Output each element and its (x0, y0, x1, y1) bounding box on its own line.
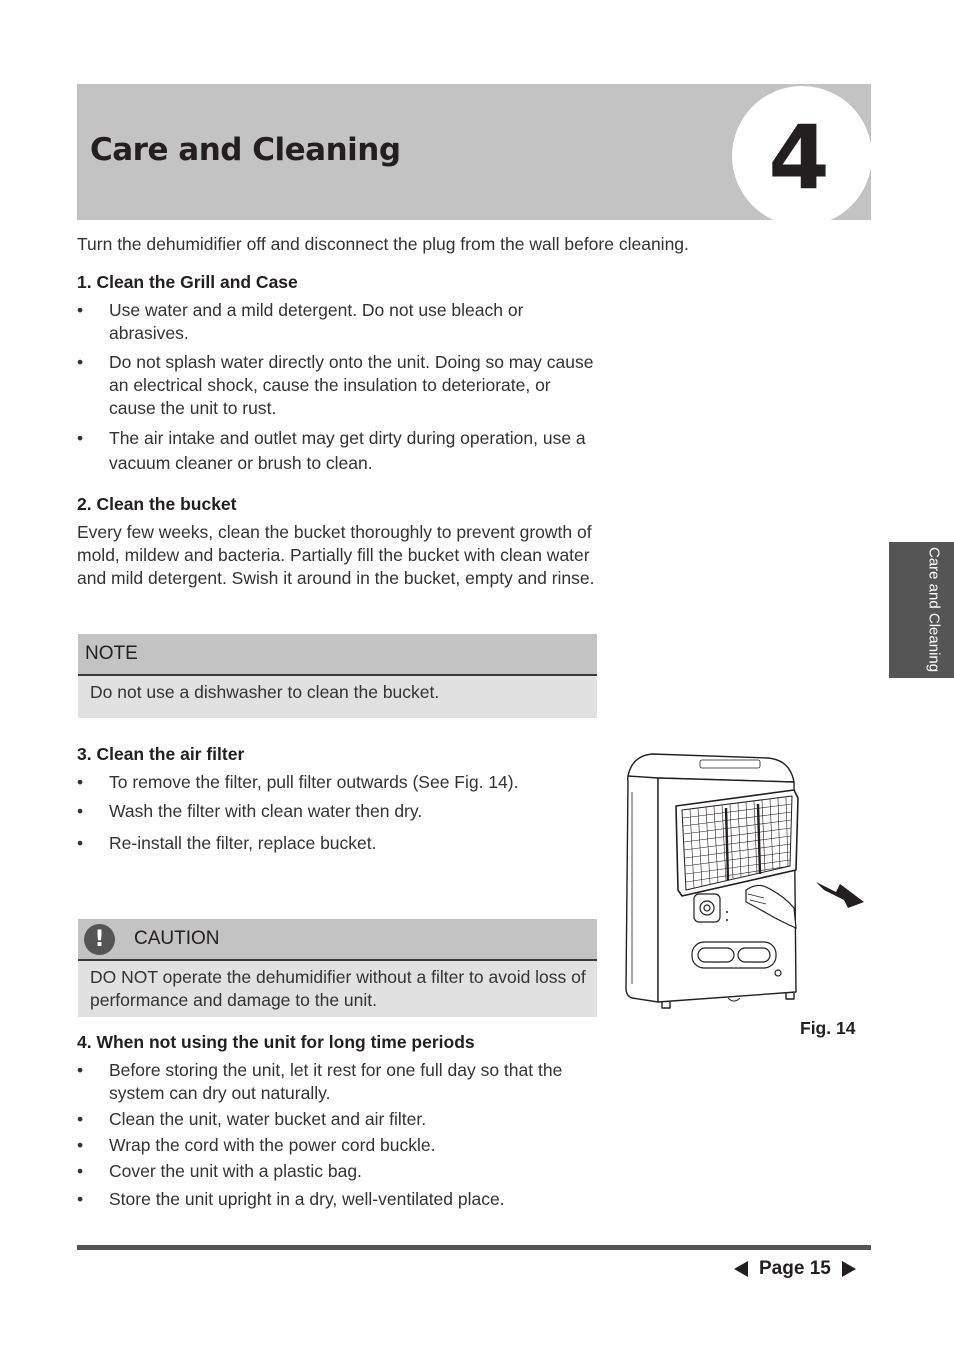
list-item: • Clean the unit, water bucket and air filter. (77, 1108, 602, 1131)
list-item: • Do not splash water directly onto the unit. Doing so may cause an electrical shock, cause the insulation to deteriorate, or cause the unit to rust. (77, 351, 602, 420)
prev-page-icon[interactable] (733, 1260, 749, 1278)
list-item: • The air intake and outlet may get dirty during operation, use a vacuum cleaner or brush to clean. (77, 426, 602, 476)
footer-divider (77, 1245, 871, 1250)
list-item: • Wash the filter with clean water then dry. (77, 800, 602, 823)
section-heading: 2. Clean the bucket (77, 494, 237, 514)
section-grill-case (77, 272, 602, 476)
list-item: • Use water and a mild detergent. Do not use bleach or abrasives. (77, 299, 602, 345)
section-heading: 1. Clean the Grill and Case (77, 272, 298, 292)
section-paragraph: Every few weeks, clean the bucket thoroughly to prevent growth of mold, mildew and bacteria. Partially fill the bucket with clean water and mild detergent. Swish it around in the bucket, empty and rinse. (77, 522, 595, 588)
arrow-pull-icon (816, 882, 864, 908)
bullet-list (77, 1059, 602, 1211)
list-item: • Store the unit upright in a dry, well-ventilated place. (77, 1188, 602, 1211)
bullet-list (77, 299, 602, 476)
intro-text: Turn the dehumidifier off and disconnect the plug from the wall before cleaning. (77, 234, 689, 254)
list-item: • Wrap the cord with the power cord buckle. (77, 1134, 602, 1157)
caution-header (78, 919, 597, 961)
note-label: NOTE (78, 634, 597, 676)
section-storage (77, 1032, 602, 1211)
section-bucket (77, 494, 597, 590)
dehumidifier-filter-illustration (618, 752, 870, 1014)
page-title: Care and Cleaning (90, 132, 401, 168)
section-air-filter (77, 744, 602, 855)
page-navigation (733, 1258, 857, 1280)
chapter-header (77, 84, 871, 220)
caution-text: DO NOT operate the dehumidifier without a filter to avoid loss of performance and damage to the unit. (78, 961, 597, 1017)
note-text: Do not use a dishwasher to clean the bucket. (78, 676, 597, 718)
chapter-number-badge (732, 86, 871, 220)
list-item: • Re-install the filter, replace bucket. (77, 832, 602, 855)
chapter-side-tab[interactable] (889, 542, 954, 678)
figure-caption: Fig. 14 (800, 1018, 856, 1038)
page-number: Page 15 (759, 1258, 831, 1279)
bullet-list (77, 771, 602, 855)
list-item: • Before storing the unit, let it rest for one full day so that the system can dry out naturally. (77, 1059, 602, 1105)
next-page-icon[interactable] (841, 1260, 857, 1278)
section-heading: 4. When not using the unit for long time periods (77, 1032, 475, 1052)
section-heading: 3. Clean the air filter (77, 744, 245, 764)
caution-label: CAUTION (134, 928, 220, 949)
side-tab-label: Care and Cleaning (925, 547, 943, 673)
exclamation-icon: ! (84, 924, 115, 955)
list-item: • To remove the filter, pull filter outwards (See Fig. 14). (77, 771, 602, 794)
caution-box (78, 919, 597, 1017)
note-box (78, 634, 597, 718)
chapter-number: 4 (768, 105, 830, 209)
list-item: • Cover the unit with a plastic bag. (77, 1160, 602, 1183)
